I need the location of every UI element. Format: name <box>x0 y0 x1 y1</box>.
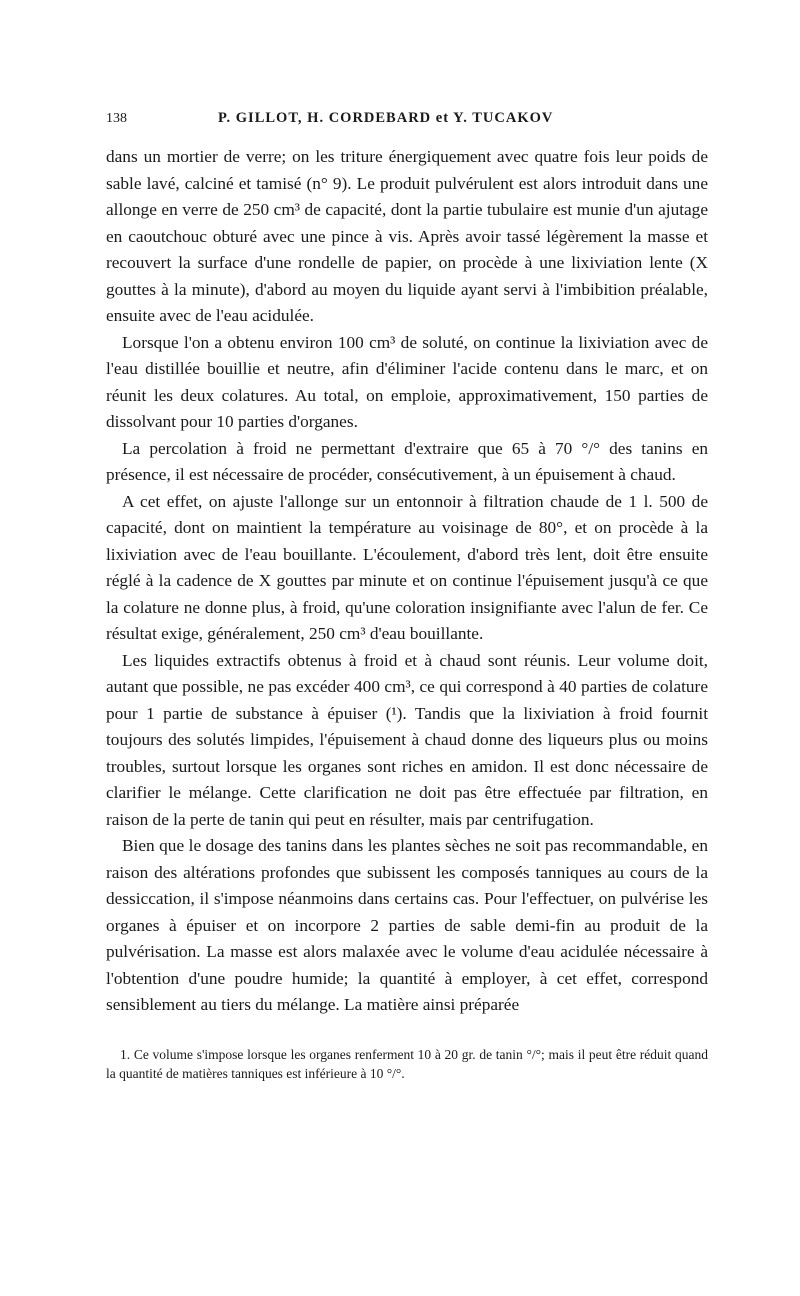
footnote: 1. Ce volume s'impose lorsque les organes renferment 10 à 20 gr. de tanin °/°; mais il peut être réduit quand la quantité de matières tanniques est inférieure à 10 °/°. <box>106 1046 708 1081</box>
paragraph: La percolation à froid ne permettant d'extraire que 65 à 70 °/° des tanins en présence, il est nécessaire de procéder, consécutivement, à un épuisement à chaud. <box>106 438 708 484</box>
paragraph: Bien que le dosage des tanins dans les plantes sèches ne soit pas recommandable, en raison des altérations profondes que subissent les composés tanniques au cours de la dessiccation, il s'impose néanmoins dans certains cas. Pour l'effectuer, on pulvérise les organes à épuiser et on incorpore 2 parties de sable demi-fin au produit de la pulvérisation. La masse est alors malaxée avec le volume d'eau acidulée nécessaire à l'obtention d'une poudre humide; la quantité à employer, à cet effet, correspond sensiblement au tiers du mélange. La matière ainsi préparée <box>106 836 708 1014</box>
paragraph: Lorsque l'on a obtenu environ 100 cm³ de soluté, on continue la lixiviation avec de l'eau distillée bouillie et neutre, afin d'éliminer l'acide contenu dans le marc, et on réunit les deux colatures. Au total, on emploie, approximativement, 150 parties de dissolvant pour 10 parties d'organes. <box>106 332 708 431</box>
paragraph: Les liquides extractifs obtenus à froid et à chaud sont réunis. Leur volume doit, autant que possible, ne pas excéder 400 cm³, ce qui correspond à 40 parties de colature pour 1 partie de substance à épuiser (¹). Tandis que la lixiviation à froid fournit toujours des solutés limpides, l'épuisement à chaud donne des liqueurs plus ou moins troubles, surtout lorsque les organes sont riches en amidon. Il est donc nécessaire de clarifier le mélange. Cette clarification ne doit pas être effectuée par filtration, en raison de la perte de tanin qui peut en résulter, mais par centrifugation. <box>106 650 708 829</box>
body-text <box>106 144 708 1019</box>
running-head-authors: P. GILLOT, H. CORDEBARD et Y. TUCAKOV <box>218 110 554 126</box>
running-head <box>106 110 708 136</box>
paragraph: A cet effet, on ajuste l'allonge sur un entonnoir à filtration chaude de 1 l. 500 de capacité, dont on maintient la température au voisinage de 80°, et on procède à la lixiviation avec de l'eau bouillante. L'écoulement, d'abord très lent, doit être ensuite réglé à la cadence de X gouttes par minute et on continue l'épuisement jusqu'à ce que la colature ne donne plus, à froid, qu'une coloration insignifiante avec l'alun de fer. Ce résultat exige, généralement, 250 cm³ d'eau bouillante. <box>106 491 708 643</box>
page-content <box>106 110 708 1096</box>
page-number: 138 <box>106 111 127 126</box>
paragraph: dans un mortier de verre; on les triture énergiquement avec quatre fois leur poids de sable lavé, calciné et tamisé (n° 9). Le produit pulvérulent est alors introduit dans une allonge en verre de 250 cm³ de capacité, dont la partie tubulaire est munie d'un ajutage en caoutchouc obturé avec une pince à vis. Après avoir tassé légèrement la masse et recouvert la surface d'une rondelle de papier, on procède à une lixiviation lente (X gouttes à la minute), d'abord au moyen du liquide ayant servi à l'imbibition préalable, ensuite avec de l'eau acidulée. <box>106 147 708 325</box>
